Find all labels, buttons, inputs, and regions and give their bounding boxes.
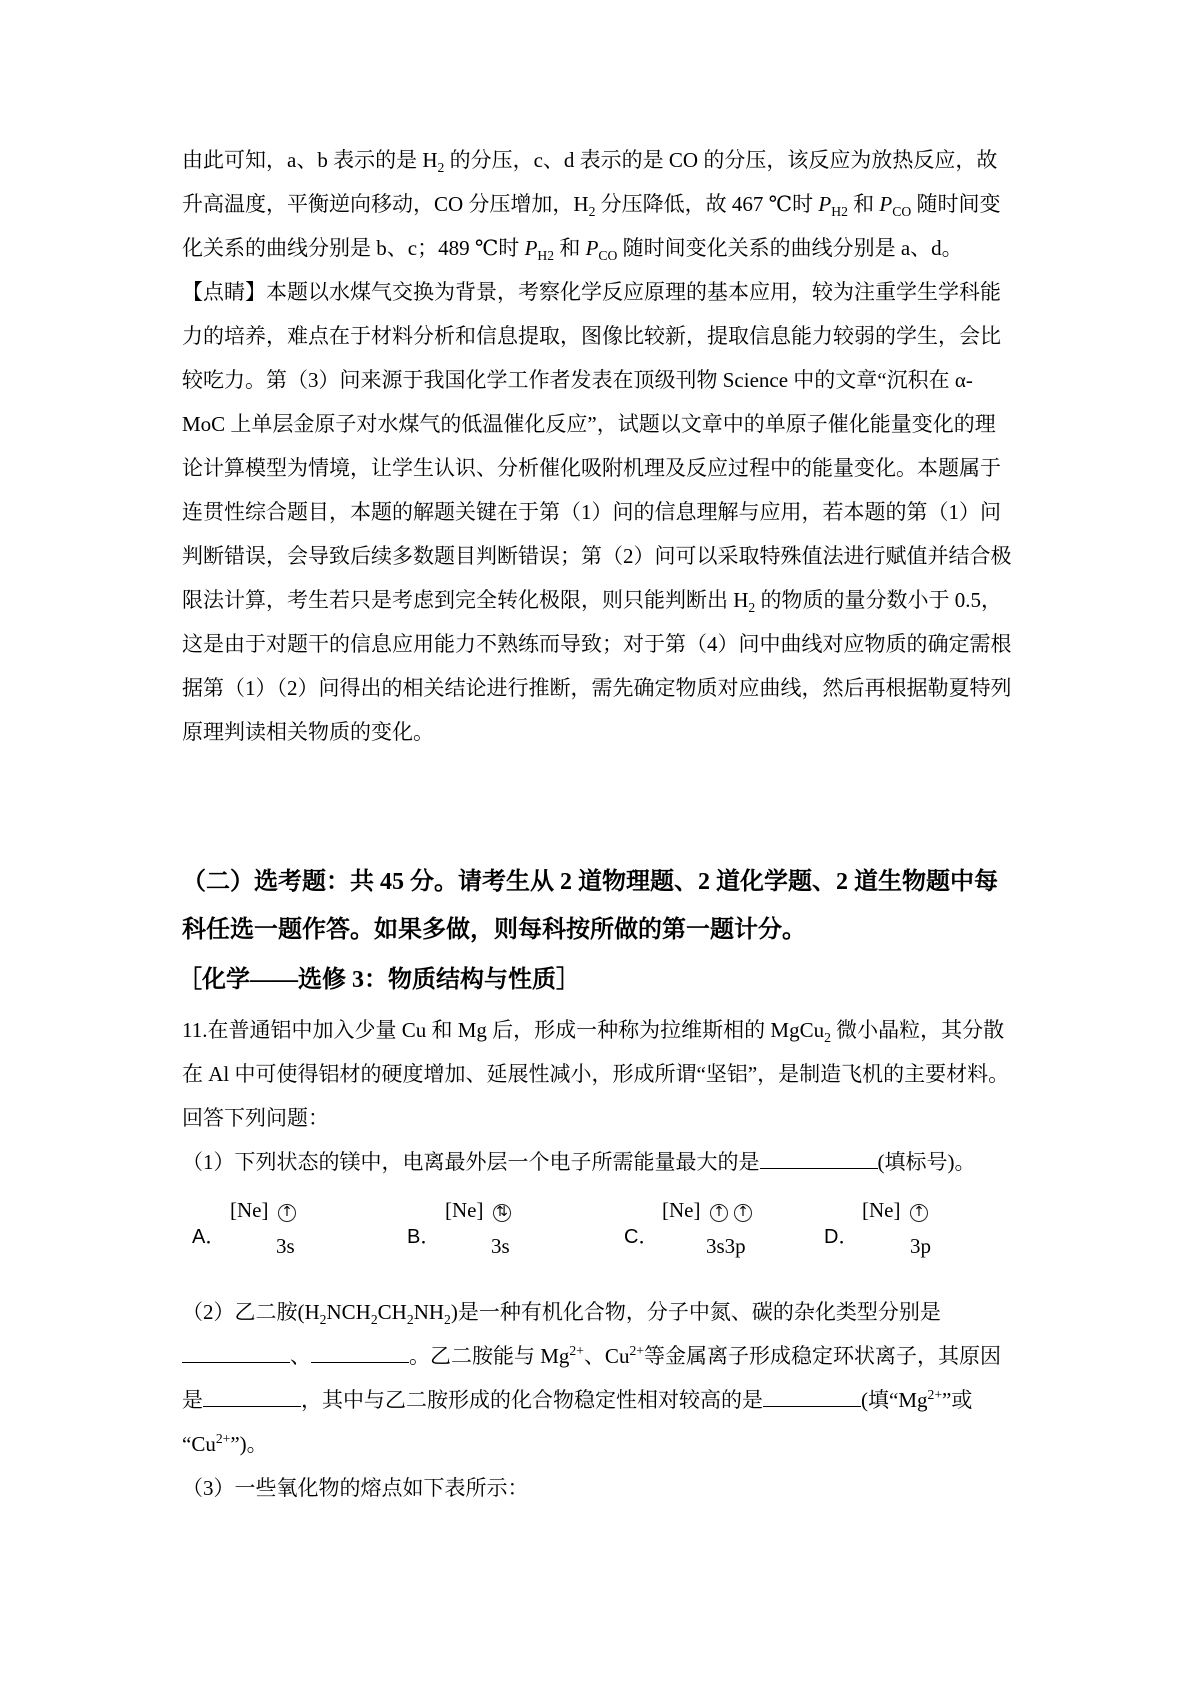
heading-line: 科任选一题作答。如果多做，则每科按所做的第一题计分。 bbox=[182, 917, 806, 943]
sub-question-2 bbox=[182, 1290, 1032, 1510]
answer-blank[interactable] bbox=[763, 1386, 861, 1407]
text-line: 限法计算，考生若只是考虑到完全转化极限，则只能判断出 $H_2$ 的物质的量分数小于 0.5， bbox=[182, 588, 1002, 616]
section-subheading: ［化学——选修 3：物质结构与性质］ bbox=[178, 967, 580, 993]
text-line: 由此可知，a、b 表示的是 $H_2$ 的分压，c、d 表示的是 CO 的分压，该反应为放热反应，故 bbox=[182, 148, 998, 176]
dianjing-paragraph bbox=[182, 270, 1032, 754]
text-line: 判断错误，会导致后续多数题目判断错误；第（2）问可以采取特殊值法进行赋值并结合极 bbox=[182, 544, 1012, 568]
answer-blank[interactable] bbox=[760, 1148, 878, 1169]
text-line: MoC 上单层金原子对水煤气的低温催化反应”，试题以文章中的单原子催化能量变化的理 bbox=[182, 412, 996, 436]
text-line: “$Cu^{2+}$”)。 bbox=[182, 1431, 268, 1456]
text-line: 据第（1）（2）问得出的相关结论进行推断，需先确定物质对应曲线，然后再根据勒夏特列 bbox=[182, 676, 1012, 700]
orbital-icon: ⇅ bbox=[493, 1204, 511, 1222]
answer-blank[interactable] bbox=[311, 1342, 409, 1363]
text-line: （2）乙二胺$(H_2NCH_2CH_2NH_2)$是一种有机化合物，分子中氮、碳的杂化类型分别是 bbox=[182, 1300, 941, 1328]
answer-blank[interactable] bbox=[182, 1342, 290, 1363]
text-line: 连贯性综合题目，本题的解题关键在于第（1）问的信息理解与应用，若本题的第（1）问 bbox=[182, 500, 1001, 524]
heading-line: （二）选考题：共 45 分。请考生从 2 道物理题、2 道化学题、2 道生物题中每 bbox=[182, 869, 998, 895]
orbital-icon: ↑ bbox=[710, 1204, 728, 1222]
section-heading bbox=[182, 858, 1032, 954]
orbital-icon: ↑ bbox=[910, 1204, 928, 1222]
orbital-icon: ↑ bbox=[278, 1204, 296, 1222]
text-line: 11.在普通铝中加入少量 Cu 和 Mg 后，形成一种称为拉维斯相的 MgCu$_2$ 微小晶粒，其分散 bbox=[182, 1018, 1005, 1046]
sub-question-3: （3）一些氧化物的熔点如下表所示： bbox=[182, 1476, 529, 1500]
text-line: 升高温度，平衡逆向移动，CO 分压增加，$H_2$ 分压降低，故 467 ℃时 $P_{H2}$ 和 $P_{CO}$ 随时间变 bbox=[182, 192, 1001, 220]
sub-question-1: （1）下列状态的镁中，电离最外层一个电子所需能量最大的是 (填标号)。 bbox=[182, 1150, 976, 1174]
text-line: 【点睛】本题以水煤气交换为背景，考察化学反应原理的基本应用，较为注重学生学科能 bbox=[182, 280, 1001, 304]
analysis-paragraph bbox=[182, 138, 1032, 270]
orbital-icon: ↑ bbox=[734, 1204, 752, 1222]
text-line: 力的培养，难点在于材料分析和信息提取，图像比较新，提取信息能力较弱的学生，会比 bbox=[182, 324, 1001, 348]
text-line: 较吃力。第（3）问来源于我国化学工作者发表在顶级刊物 Science 中的文章“沉积在 α- bbox=[182, 368, 973, 392]
question-11-stem bbox=[182, 1008, 1032, 1184]
text-line: 论计算模型为情境，让学生认识、分析催化吸附机理及反应过程中的能量变化。本题属于 bbox=[182, 456, 1001, 480]
text-line: 化关系的曲线分别是 b、c；489 ℃时 $P_{H2}$ 和 $P_{CO}$ 随时间变化关系的曲线分别是 a、d。 bbox=[182, 236, 963, 264]
options-row: A． [Ne] ↑ 3s B． [Ne] ⇅ 3s C． [Ne] ↑ ↑ 3s3p D． [Ne] ↑ 3p bbox=[192, 1198, 931, 1258]
answer-blank[interactable] bbox=[203, 1386, 301, 1407]
text-line: 原理判读相关物质的变化。 bbox=[182, 720, 434, 744]
text-line: 、 。乙二胺能与 $Mg^{2+}$、$Cu^{2+}$等金属离子形成稳定环状离子，其原因 bbox=[182, 1334, 1032, 1378]
text-line: 回答下列问题： bbox=[182, 1106, 329, 1130]
text-line: 在 Al 中可使得铝材的硬度增加、延展性减小，形成所谓“坚铝”，是制造飞机的主要材料。 bbox=[182, 1062, 1010, 1086]
text-line: 是 ，其中与乙二胺形成的化合物稳定性相对较高的是 (填“$Mg^{2+}$”或 bbox=[182, 1387, 973, 1412]
text-line: 这是由于对题干的信息应用能力不熟练而导致；对于第（4）问中曲线对应物质的确定需根 bbox=[182, 632, 1012, 656]
